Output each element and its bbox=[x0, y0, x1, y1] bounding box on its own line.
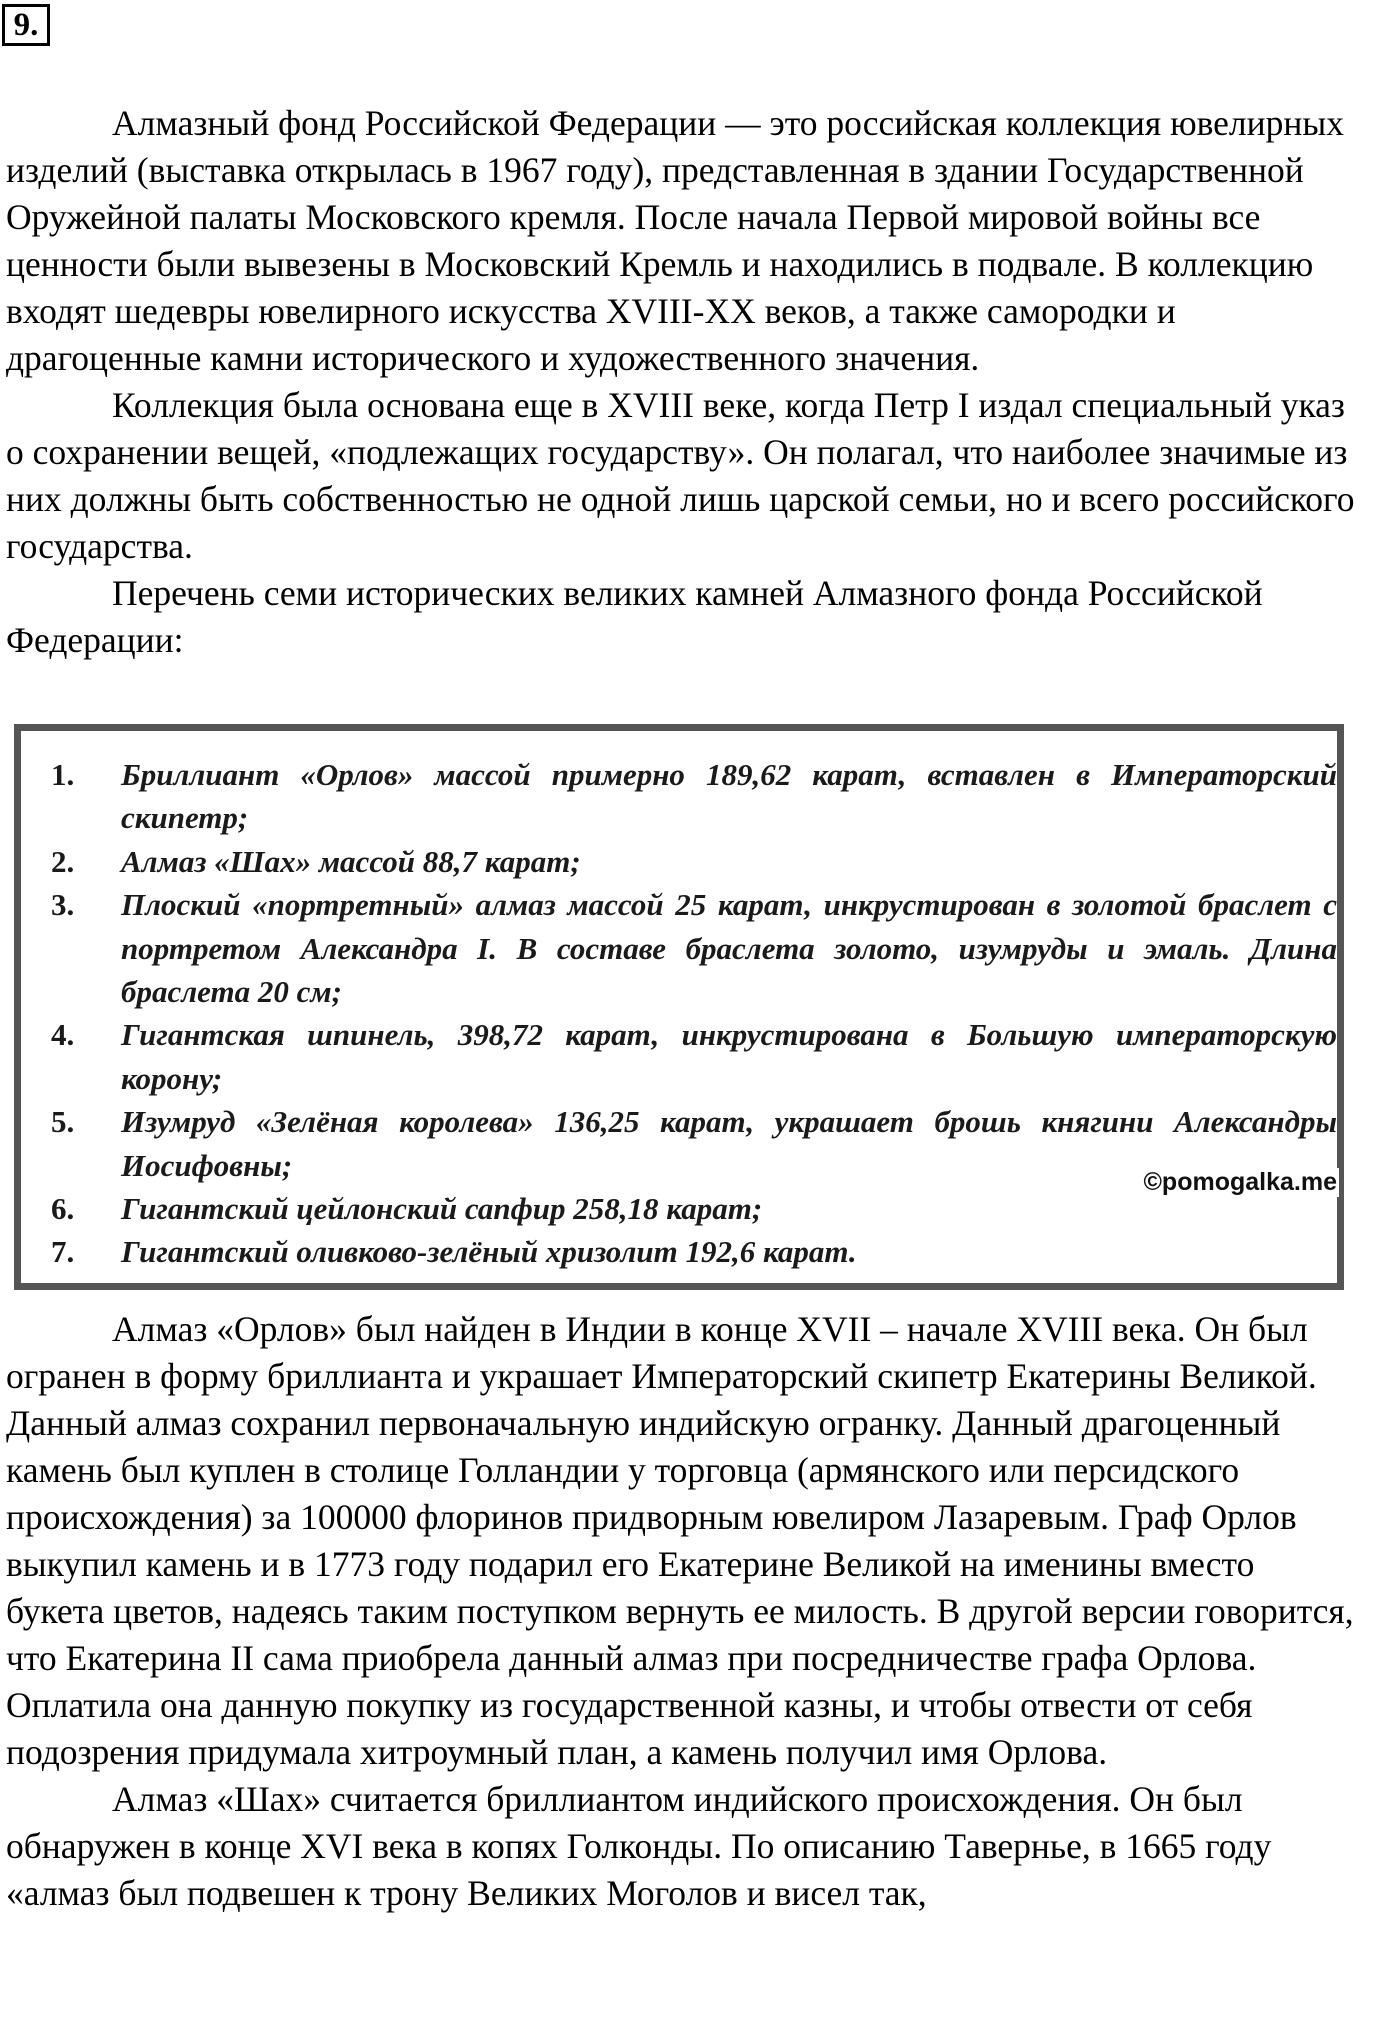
watermark: ©pomogalka.me bbox=[1143, 1168, 1337, 1196]
list-item-number: 3. bbox=[51, 887, 75, 923]
paragraph: Алмаз «Орлов» был найден в Индии в конце XVII – начале XVIII века. Он был огранен в форму бриллианта и украшает Императорский скипетр Екатерины Великой. Данный алмаз сохранил первоначальную индийскую огранку. Данный драгоценный камень был куплен в столице Голландии у торговца (армянского или персидского происхождения) за 100000 флоринов придворным ювелиром Лазаревым. Граф Орлов выкупил камень и в 1773 году подарил его Екатерине Великой на именины вместо букета цветов, надеясь таким поступком вернуть ее милость. В другой версии говорится, что Екатерина II сама приобрела данный алмаз при посредничестве графа Орлова. Оплатила она данную покупку из государственной казны, и чтобы отвести от себя подозрения придумала хитроумный план, а камень получил имя Орлова. bbox=[6, 1309, 1354, 1772]
body-text bbox=[6, 1306, 1358, 1917]
list-item-text: Гигантский цейлонский сапфир 258,18 карат; bbox=[121, 1191, 763, 1227]
paragraph: Алмаз «Шах» считается бриллиантом индийского происхождения. Он был обнаружен в конце XVI века в копях Голконды. По описанию Тавернье, в 1665 году «алмаз был подвешен к трону Великих Моголов и висел так, bbox=[6, 1779, 1272, 1913]
list-item-number: 6. bbox=[51, 1191, 75, 1227]
list-item bbox=[51, 840, 1337, 883]
list-item-text: Бриллиант «Орлов» массой примерно 189,62 карат, вставлен в Императорский скипетр; bbox=[121, 757, 1337, 836]
list-item-text: Изумруд «Зелёная королева» 136,25 карат, украшает брошь княгини Александры Иосифовны; bbox=[121, 1104, 1337, 1183]
gem-list-box bbox=[14, 724, 1344, 1290]
paragraph: Алмазный фонд Российской Федерации — это российская коллекция ювелирных изделий (выставка открылась в 1967 году), представленная в здании Государственной Оружейной палаты Московского кремля. После начала Первой мировой войны все ценности были вывезены в Московский Кремль и находились в подвале. В коллекцию входят шедевры ювелирного искусства XVIII-XX веков, а также самородки и драгоценные камни исторического и художественного значения. bbox=[6, 103, 1344, 378]
list-item bbox=[51, 1013, 1337, 1100]
list-item-text: Гигантская шпинель, 398,72 карат, инкрустирована в Большую императорскую корону; bbox=[121, 1017, 1337, 1096]
list-item-text: Плоский «портретный» алмаз массой 25 карат, инкрустирован в золотой браслет с портретом Александра I. В составе браслета золото, изумруды и эмаль. Длина браслета 20 см; bbox=[121, 887, 1337, 1010]
intro-text bbox=[6, 100, 1358, 664]
list-item-number: 7. bbox=[51, 1234, 75, 1270]
list-item bbox=[51, 1230, 1337, 1273]
list-item bbox=[51, 753, 1337, 840]
list-item-text: Гигантский оливково-зелёный хризолит 192,6 карат. bbox=[121, 1234, 857, 1270]
paragraph: Перечень семи исторических великих камней Алмазного фонда Российской Федерации: bbox=[6, 573, 1263, 660]
list-item bbox=[51, 883, 1337, 1013]
list-item-number: 1. bbox=[51, 757, 75, 792]
paragraph: Коллекция была основана еще в XVIII веке, когда Петр I издал специальный указ о сохранении вещей, «подлежащих государству». Он полагал, что наиболее значимые из них должны быть собственностью не одной лишь царской семьи, но и всего российского государства. bbox=[6, 385, 1355, 566]
list-item-text: Алмаз «Шах» массой 88,7 карат; bbox=[121, 843, 581, 879]
list-item-number: 4. bbox=[51, 1017, 75, 1053]
task-number: 9. bbox=[2, 4, 50, 46]
list-item-number: 5. bbox=[51, 1104, 75, 1140]
list-item-number: 2. bbox=[51, 843, 75, 879]
